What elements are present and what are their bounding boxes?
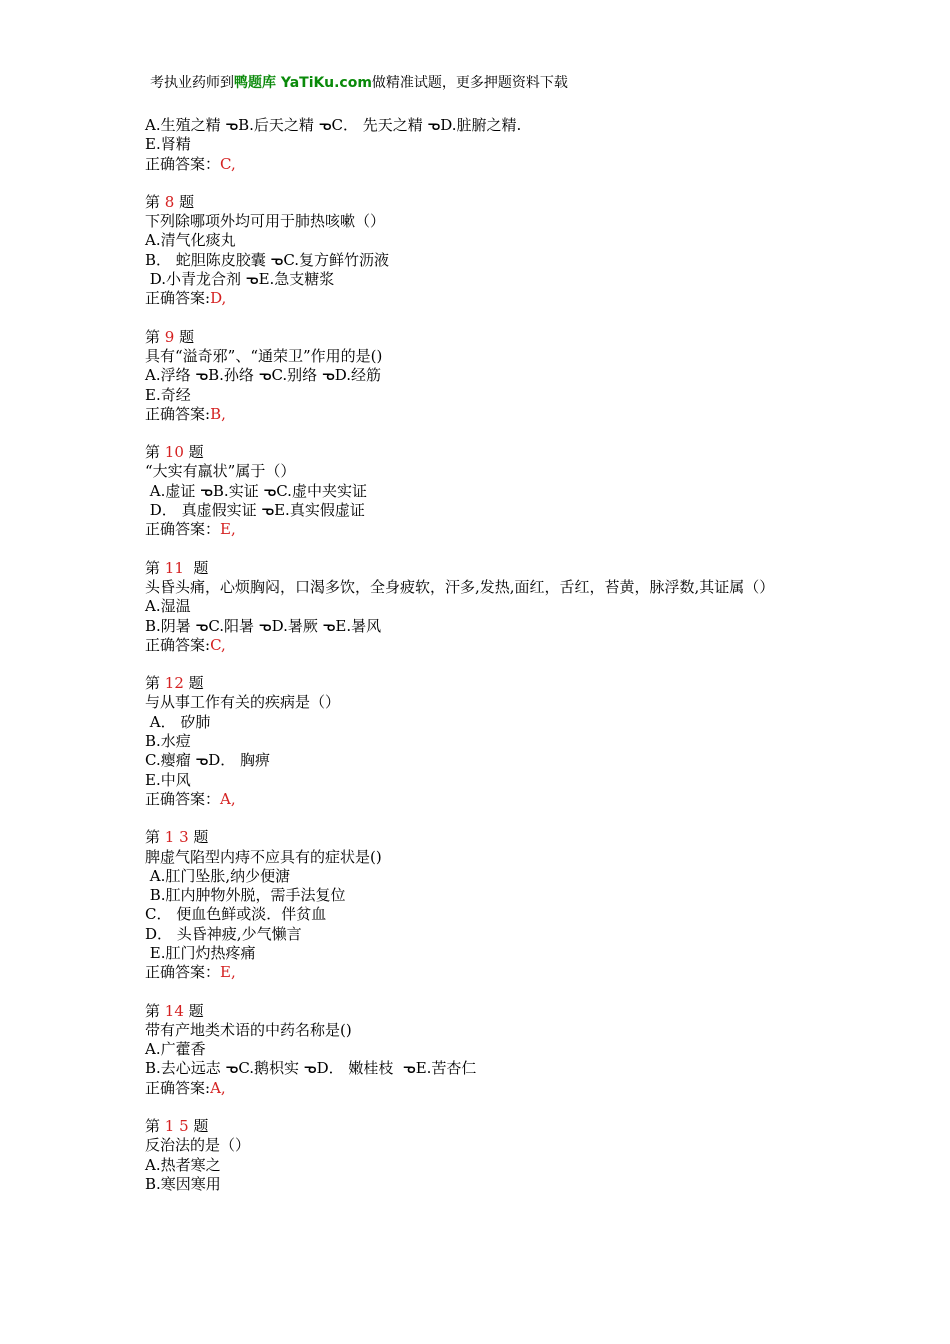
option-line: B.阴暑 ᓀC.阳暑 ᓀD.暑厥 ᓀE.暑风	[145, 616, 382, 635]
option-line: B.寒因寒用	[145, 1174, 221, 1193]
option-line: A.生殖之精 ᓀB.后天之精 ᓀC． 先天之精 ᓀD.脏腑之精.	[145, 116, 522, 134]
question-number: 第 9 题	[145, 327, 195, 346]
answer-line	[145, 155, 825, 174]
question-block-14	[145, 1002, 825, 1098]
question-stem: 带有产地类术语的中药名称是()	[145, 1020, 352, 1039]
question-stem: “大实有羸状”属于（）	[145, 462, 296, 481]
question-block-11	[145, 559, 825, 655]
option-line: A.清气化痰丸	[145, 231, 236, 250]
answer-value: E,	[220, 963, 236, 982]
question-stem: 头昏头痛，心烦胸闷，口渴多饮，全身疲软，汗多,发热,面红，舌红，苔黄，脉浮数,其证属（）	[145, 577, 775, 596]
question-block-7	[145, 116, 825, 174]
option-line: A.虚证 ᓀB.实证 ᓀC.虚中夹实证	[145, 481, 367, 500]
option-line: C.瘿瘤 ᓀD． 胸痹	[145, 751, 271, 770]
option-line: B.肛内肿物外脱，需手法复位	[145, 886, 346, 905]
question-block-13	[145, 828, 825, 982]
brand-logo-text[interactable]: 鸭题库 YaTiKu.com	[234, 75, 372, 91]
option-line: D． 头昏神疲,少气懒言	[145, 924, 302, 943]
option-line: B.水痘	[145, 732, 191, 751]
question-number: 第 12 题	[145, 674, 204, 693]
option-line: B.去心远志 ᓀC.鹅枳实 ᓀD． 嫩桂枝 ᓀE.苦杏仁	[145, 1059, 477, 1078]
answer-value: A,	[210, 1078, 226, 1097]
option-line: A． 矽肺	[145, 712, 211, 731]
answer-value: D,	[210, 289, 227, 308]
question-block-10	[145, 443, 825, 539]
question-number: 第 10 题	[145, 443, 204, 462]
answer-line	[145, 636, 825, 655]
question-block-15	[145, 1117, 825, 1194]
option-line: D． 真虚假实证 ᓀE.真实假虚证	[145, 501, 365, 520]
answer-label: 正确答案:	[145, 404, 211, 423]
header-prefix: 考执业药师到	[150, 75, 234, 91]
option-line: E.中风	[145, 770, 191, 789]
answer-label: 正确答案：	[145, 963, 221, 982]
question-number: 第 1 3 题	[145, 828, 209, 847]
question-number: 第 11 题	[145, 558, 209, 577]
question-stem: 脾虚气陷型内痔不应具有的症状是()	[145, 847, 382, 866]
option-line: E.肾精	[145, 135, 191, 154]
answer-value: C,	[210, 635, 226, 654]
answer-label: 正确答案:	[145, 1078, 211, 1097]
answer-line	[145, 289, 825, 308]
option-line: E.奇经	[145, 385, 191, 404]
answer-line	[145, 1079, 825, 1098]
answer-line	[145, 790, 825, 809]
option-line: E.肛门灼热疼痛	[145, 943, 256, 962]
answer-line	[145, 405, 825, 424]
question-number: 第 8 题	[145, 192, 195, 211]
option-line: A.热者寒之	[145, 1155, 221, 1174]
question-number: 第 14 题	[145, 1001, 204, 1020]
answer-line	[145, 520, 825, 539]
option-line: C． 便血色鲜或淡．伴贫血	[145, 905, 327, 924]
page-header	[150, 72, 568, 92]
answer-line	[145, 963, 825, 982]
option-line: A.肛门坠胀,纳少便溏	[145, 866, 291, 885]
option-line: A.湿温	[145, 597, 191, 616]
answer-label: 正确答案:	[145, 289, 211, 308]
question-block-12	[145, 674, 825, 809]
answer-label: 正确答案：	[145, 789, 221, 808]
header-suffix: 做精准试题，更多押题资料下载	[371, 75, 568, 91]
answer-label: 正确答案：	[145, 154, 221, 173]
question-stem: 下列除哪项外均可用于肺热咳嗽（）	[145, 212, 386, 231]
option-line: A.广藿香	[145, 1040, 206, 1059]
option-line: A.浮络 ᓀB.孙络 ᓀC.别络 ᓀD.经筋	[145, 366, 381, 385]
answer-value: E,	[220, 520, 236, 539]
question-number: 第 1 5 题	[145, 1117, 209, 1136]
question-stem: 具有“溢奇邪”、“通荣卫”作用的是()	[145, 346, 383, 365]
answer-label: 正确答案:	[145, 635, 211, 654]
answer-label: 正确答案：	[145, 520, 221, 539]
question-block-9	[145, 328, 825, 424]
answer-value: B,	[210, 404, 226, 423]
answer-value: A,	[220, 789, 236, 808]
answer-value: C,	[220, 154, 236, 173]
option-line: B． 蛇胆陈皮胶囊 ᓀC.复方鲜竹沥液	[145, 250, 390, 269]
question-stem: 反治法的是（）	[145, 1136, 251, 1155]
option-line: D.小青龙合剂 ᓀE.急支糖浆	[145, 270, 335, 289]
question-block-8	[145, 193, 825, 309]
question-list	[145, 116, 825, 1194]
question-stem: 与从事工作有关的疾病是（）	[145, 693, 341, 712]
